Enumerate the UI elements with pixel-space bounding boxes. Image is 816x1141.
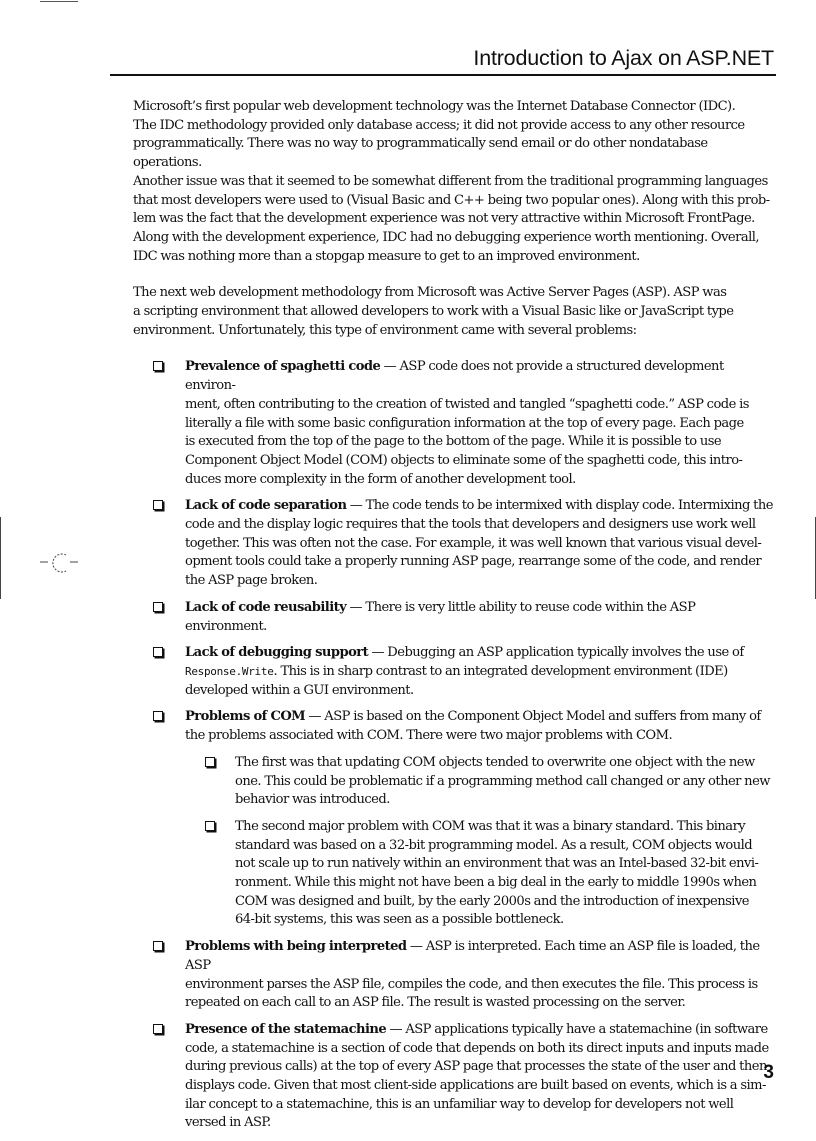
list-item — [133, 644, 776, 700]
asp-problems-list — [133, 358, 776, 1133]
list-item-content — [185, 498, 773, 588]
list-item-content — [185, 359, 749, 486]
body-text — [133, 98, 776, 1141]
list-item — [133, 938, 776, 1013]
checkbox-bullet-icon — [153, 602, 163, 612]
list-item-term: Lack of debugging support — [185, 645, 369, 661]
list-item-term: Problems of COM — [185, 709, 306, 725]
list-item-content — [185, 600, 695, 634]
list-item-text: — There is very little ability to reuse code within the ASP environment. — [185, 599, 696, 634]
list-item — [133, 599, 776, 636]
list-item-text: — Debugging an ASP application typically involves the use of — [371, 645, 744, 661]
list-item-term: Lack of code reusability — [185, 599, 347, 615]
checkbox-bullet-icon — [205, 821, 215, 831]
list-item-text: — ASP is interpreted. Each time an ASP file is loaded, the ASP environment parses the ASP file, compiles the code, and then executes the file. This process is repeated on each call to an ASP file. The result is wasted processing on the server. — [185, 939, 760, 1011]
header-rule — [110, 74, 776, 76]
margin-rule-left — [0, 517, 1, 599]
checkbox-bullet-icon — [205, 757, 215, 767]
list-item-text: — The code tends to be intermixed with display code. Intermixing the code and the display logic requires that the tools that developers and designers use work well together. This was often not the case. For example, it was well known that various visual devel- opment tools could take a properly running ASP page, rearrange some of the code, and render the ASP page broken. — [185, 498, 773, 589]
checkbox-bullet-icon — [153, 500, 163, 510]
list-item-text: — ASP code does not provide a structured development environ- ment, often contributing to the creation of twisted and tangled “spaghetti code.” ASP code is literally a file with some basic configuration information at the top of every page. Each page is executed from the top of the page to the bottom of the page. While it is possible to use Component Object Model (COM) objects to eliminate some of the spaghetti code, this intro- duces more complexity in the form of another development tool. — [185, 359, 749, 487]
paragraph-idc: Microsoft’s first popular web development technology was the Internet Database Connector (IDC). The IDC methodology provided only database access; it did not provide access to any other resource programmatically. There was no way to programmatically send email or do other nondatabase operations. Another issue was that it seemed to be somewhat different from the traditional programming languages that most developers were used to (Visual Basic and C++ being two popular ones). Along with this prob- lem was the fact that the development experience was not very attractive within Microsoft FrontPage. Along with the development experience, IDC had no debugging experience worth mentioning. Overall, IDC was nothing more than a stopgap measure to get to an improved environment. — [133, 99, 770, 264]
page-number: 3 — [763, 1062, 774, 1083]
list-item-term: Problems with being interpreted — [185, 939, 407, 955]
list-item-text: — ASP applications typically have a statemachine (in software code, a statemachine is a section of code that depends on both its direct inputs and inputs made during previous calls) at the top of every ASP page that processes the state of the user and then displays code. Given that most client-side applications are built based on events, which is a sim- ilar concept to a statemachine, this is an unfamiliar way to develop for developers not well versed in ASP. — [185, 1021, 769, 1131]
com-problems-sublist — [185, 754, 776, 930]
list-item — [133, 358, 776, 489]
list-item-term: Prevalence of spaghetti code — [185, 359, 381, 375]
list-item-text: — ASP is based on the Component Object Model and suffers from many of the problems associated with COM. There were two major problems with COM. — [185, 709, 761, 744]
list-item-term: Lack of code separation — [185, 498, 347, 514]
list-item-term: Presence of the statemachine — [185, 1021, 387, 1037]
list-item-content — [185, 709, 761, 743]
list-item — [133, 497, 776, 591]
sub-list-item-text: The second major problem with COM was that it was a binary standard. This binary standard was based on a 32-bit programming model. As a result, COM objects would not scale up to run natively within an environment that was an Intel-based 32-bit envi- ronment. While this might not have been a big deal in the early to middle 1990s when COM was designed and built, by the early 2000s and the introduction of inexpensive 64-bit systems, this was seen as a possible bottleneck. — [235, 818, 759, 928]
list-item-content — [185, 645, 744, 697]
checkbox-bullet-icon — [153, 647, 163, 657]
checkbox-bullet-icon — [153, 1024, 163, 1034]
running-header-title: Introduction to Ajax on ASP.NET — [473, 46, 774, 70]
list-item — [133, 1021, 776, 1133]
list-item-text-after: . This is in sharp contrast to an integrated development environment (IDE) developed within a GUI environment. — [185, 663, 728, 698]
paragraph-asp: The next web development methodology from Microsoft was Active Server Pages (ASP). ASP was a scripting environment that allowed developers to work with a Visual Basic like or JavaScript type environment. Unfortunately, this type of environment came with several problems: — [133, 285, 734, 338]
checkbox-bullet-icon — [153, 361, 163, 371]
checkbox-bullet-icon — [153, 711, 163, 721]
registration-mark-icon — [40, 551, 80, 575]
sub-list-item — [185, 818, 776, 930]
crop-mark-top — [40, 1, 78, 2]
inline-code: Response.Write — [185, 664, 274, 678]
checkbox-bullet-icon — [153, 941, 163, 951]
sub-list-item — [185, 754, 776, 810]
list-item-content — [185, 1022, 769, 1131]
list-item-content — [185, 939, 760, 1010]
sub-list-item-text: The first was that updating COM objects tended to overwrite one object with the new one. This could be problematic if a programming method call changed or any other new behavior was introduced. — [235, 754, 770, 808]
list-item — [133, 708, 776, 930]
